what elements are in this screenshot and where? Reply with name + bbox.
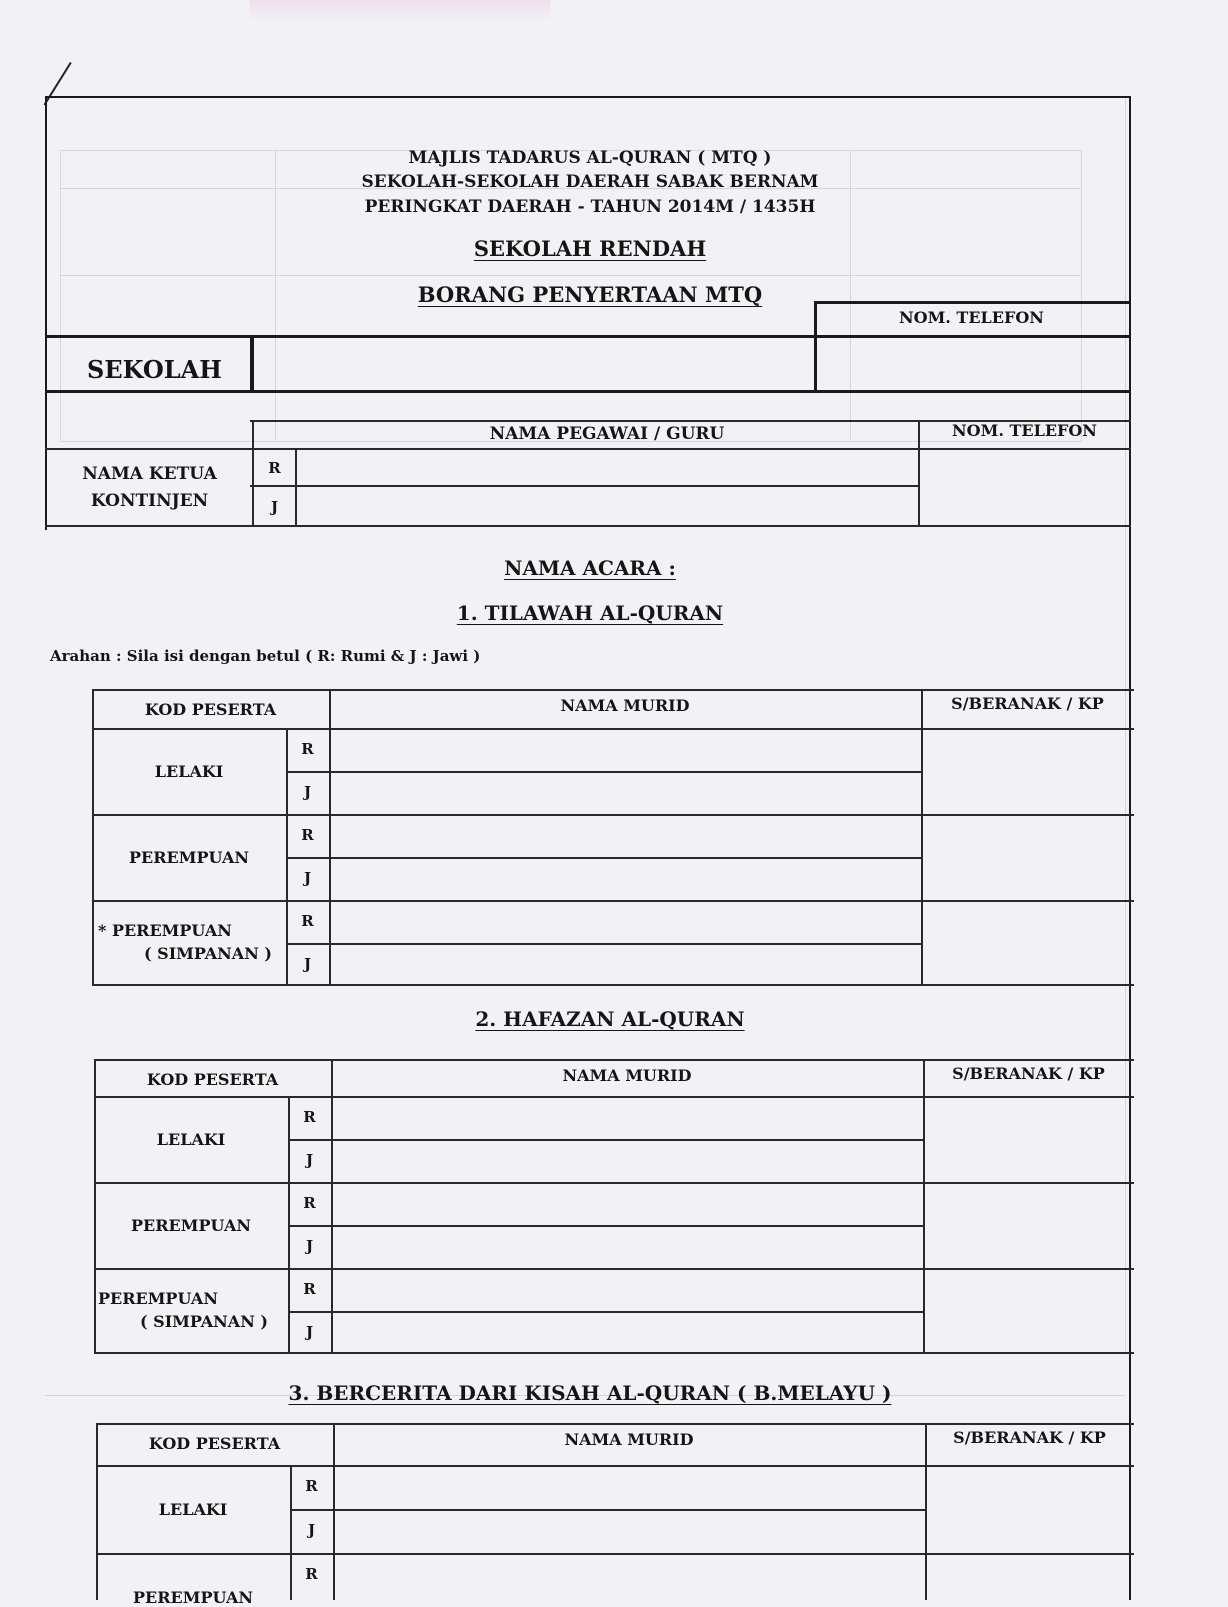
leader-mid-line	[250, 485, 920, 487]
event-1-j-code: J	[303, 783, 312, 801]
event-2-r-code: R	[303, 1280, 316, 1298]
school-row-top	[45, 335, 1131, 338]
event-1-group-3-line1: * PEREMPUAN	[98, 921, 232, 940]
leader-label-line1: NAMA KETUA	[82, 464, 217, 484]
event-1-header-bottom	[92, 728, 1134, 730]
event-3-sb-header: S/BERANAK / KP	[953, 1428, 1106, 1447]
event-2-group-2-label: PEREMPUAN	[131, 1216, 251, 1235]
event-3-kod-header: KOD PESERTA	[148, 1434, 281, 1453]
leader-rj-divider	[295, 448, 297, 527]
school-phone-label: NOM. TELEFON	[899, 308, 1044, 327]
school-label: SEKOLAH	[87, 355, 222, 384]
event-2-col-divider-2	[923, 1059, 925, 1354]
bleed-through-line	[60, 275, 1080, 276]
event-1-row-line-mid	[286, 943, 921, 945]
header-subtitle: SEKOLAH RENDAH	[473, 236, 707, 261]
event-2-row-line-full	[94, 1268, 1134, 1270]
event-1-title: 1. TILAWAH AL-QURAN	[456, 601, 724, 625]
event-3-group-2-label: PEREMPUAN	[133, 1588, 253, 1607]
event-2-r-code: R	[303, 1108, 316, 1126]
event-2-j-code: J	[305, 1323, 314, 1341]
event-2-nama-header: NAMA MURID	[562, 1066, 692, 1085]
event-1-group-1-label: LELAKI	[154, 762, 224, 781]
events-title: NAMA ACARA :	[504, 556, 676, 580]
header-line-1: MAJLIS TADARUS AL-QURAN ( MTQ )	[408, 148, 772, 168]
event-3-title: 3. BERCERITA DARI KISAH AL-QURAN ( B.MELAYU )	[288, 1381, 892, 1405]
event-3-col-divider-2	[925, 1423, 927, 1600]
bleed-through-line	[1125, 95, 1126, 1355]
event-2-j-code: J	[305, 1151, 314, 1169]
event-2-r-code: R	[303, 1194, 316, 1212]
event-1-j-code: J	[303, 955, 312, 973]
leader-phone-header: NOM. TELEFON	[952, 421, 1097, 440]
event-1-row-line-full	[92, 900, 1134, 902]
event-2-table-bottom	[94, 1352, 1134, 1354]
event-1-group-3-line2: ( SIMPANAN )	[144, 944, 272, 963]
event-3-group-1-label: LELAKI	[158, 1500, 228, 1519]
leader-header-bottom	[45, 448, 1131, 450]
event-2-j-code: J	[305, 1237, 314, 1255]
event-2-table-left	[94, 1059, 96, 1354]
leader-j-code: J	[270, 498, 279, 516]
event-1-r-code: R	[301, 826, 314, 844]
event-2-header-bottom	[94, 1096, 1134, 1098]
frame-top-border	[45, 96, 1131, 98]
event-2-title: 2. HAFAZAN AL-QURAN	[475, 1007, 745, 1031]
event-2-row-line-mid	[288, 1311, 923, 1313]
event-3-row-line-mid	[290, 1509, 925, 1511]
event-1-col-divider-1	[329, 689, 331, 986]
pen-tick-mark	[44, 62, 72, 105]
event-1-nama-header: NAMA MURID	[560, 696, 690, 715]
event-3-r-code: R	[305, 1477, 318, 1495]
leader-label-line2: KONTINJEN	[90, 491, 209, 511]
event-3-table-top	[96, 1423, 1134, 1425]
event-2-kod-header: KOD PESERTA	[146, 1070, 279, 1089]
leader-bottom-line	[45, 525, 1131, 527]
event-1-table-bottom	[92, 984, 1134, 986]
event-3-nama-header: NAMA MURID	[564, 1430, 694, 1449]
bleed-through-line	[275, 150, 276, 440]
event-1-row-line-full	[92, 814, 1134, 816]
instruction-text: Arahan : Sila isi dengan betul ( R: Rumi & J : Jawi )	[50, 647, 481, 665]
leader-name-header: NAMA PEGAWAI / GURU	[489, 424, 725, 444]
event-1-table-left	[92, 689, 94, 986]
form-title: BORANG PENYERTAAN MTQ	[417, 282, 763, 307]
event-2-table-top	[94, 1059, 1134, 1061]
paper-stain	[250, 0, 550, 22]
event-1-r-code: R	[301, 740, 314, 758]
event-1-row-line-mid	[286, 771, 921, 773]
school-phone-box-top	[814, 301, 1131, 304]
event-2-sb-header: S/BERANAK / KP	[952, 1064, 1105, 1083]
event-3-j-code: J	[307, 1521, 316, 1539]
event-3-row-line-full	[96, 1553, 1134, 1555]
header-line-3: PERINGKAT DAERAH - TAHUN 2014M / 1435H	[364, 197, 816, 217]
event-1-col-divider-2	[921, 689, 923, 986]
leader-r-code: R	[268, 459, 281, 477]
school-row-bottom	[45, 390, 1131, 393]
event-1-kod-header: KOD PESERTA	[144, 700, 277, 719]
event-1-row-line-mid	[286, 857, 921, 859]
frame-right-border	[1129, 96, 1131, 1600]
event-1-j-code: J	[303, 869, 312, 887]
event-1-table-top	[92, 689, 1134, 691]
school-phone-box-left	[814, 301, 817, 393]
event-2-group-3-line2: ( SIMPANAN )	[140, 1312, 268, 1331]
school-label-divider	[250, 335, 254, 393]
event-3-header-bottom	[96, 1465, 1134, 1467]
event-2-row-line-full	[94, 1182, 1134, 1184]
event-1-r-code: R	[301, 912, 314, 930]
event-2-group-3-line1: PEREMPUAN	[98, 1289, 218, 1308]
event-1-sb-header: S/BERANAK / KP	[951, 694, 1104, 713]
event-2-row-line-mid	[288, 1225, 923, 1227]
event-1-group-2-label: PEREMPUAN	[129, 848, 249, 867]
event-2-group-1-label: LELAKI	[156, 1130, 226, 1149]
header-line-2: SEKOLAH-SEKOLAH DAERAH SABAK BERNAM	[361, 172, 819, 192]
event-3-r-code: R	[305, 1565, 318, 1583]
event-2-col-divider-1	[331, 1059, 333, 1354]
event-2-row-line-mid	[288, 1139, 923, 1141]
event-3-col-divider-1	[333, 1423, 335, 1600]
